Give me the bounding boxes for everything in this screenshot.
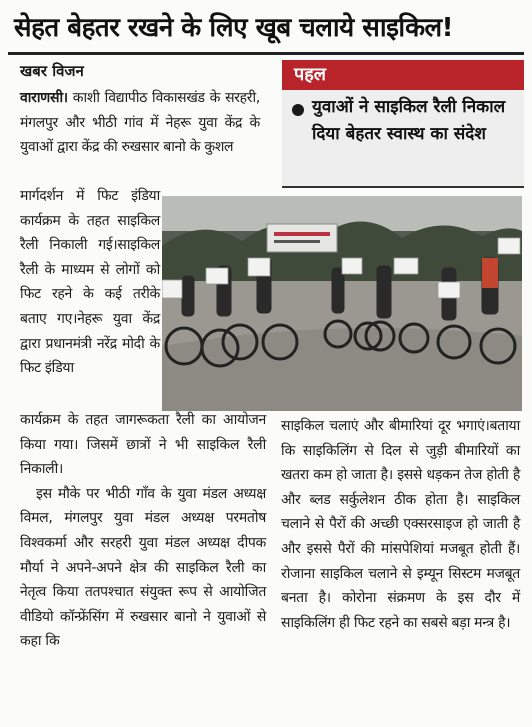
article-paragraph-1-narrow: मार्गदर्शन में फिट इंडिया कार्यक्रम के तहत साइकिल रैली निकाली गई।साइकिल रैली के माध्यम से लोगों को फिट रहने के कई तरीके बताए गए।नेहरू युवा केंद्र द्वारा प्रधानमंत्री नरेंद्र मोदी के फिट इंडिया <box>20 188 160 377</box>
article-paragraph-2: इस मौके पर भीठी गाँव के युवा मंडल अध्यक्ष विमल, मंगलपुर युवा मंडल अध्यक्ष परमतोष विश्वकर्मा और सरहरी युवा मंडल अध्यक्ष दीपक मौर्या ने अपने-अपने क्षेत्र की साइकिल रैली का नेतृत्व किया ततपश्चात संयुक्त रूप से आयोजित वीडियो कॉन्फ्रेंसिंग में रुखसार बानो ने युवाओं से कहा कि <box>20 485 266 650</box>
dateline: वाराणसी। <box>20 90 68 106</box>
headline: सेहत बेहतर रखने के लिए खूब चलाये साइकिल! <box>14 13 454 43</box>
sidebar-tag: पहल <box>282 60 524 90</box>
rally-photo <box>162 196 522 411</box>
bullet-icon <box>292 104 304 116</box>
sidebar-text: युवाओं ने साइकिल रैली निकाल दिया बेहतर स्वास्थ का संदेश <box>312 97 506 144</box>
sidebar-highlight <box>282 60 524 188</box>
article-paragraph-1-top <box>20 86 260 160</box>
byline: खबर विजन <box>20 62 84 80</box>
article-paragraph-3: साइकिल चलाएं और बीमारियां दूर भगाएं।बताया कि साइकिलिंग से दिल से जुड़ी बीमारियों का खतरा कम हो जाता है। इससे धड़कन तेज होती है और ब्लड सर्कुलेशन ठीक होता है। साइकिल चलाने से पैरों की अच्छी एक्सरसाइज हो जाती है और इससे पैरों की मांसपेशियां मजबूत होती हैं। रोजाना साइकिल चलाने से इम्यून सिस्टम मजबूत बनता है। कोरोना संक्रमण के इस दौर में साइकिलिंग ही फिट रहने का सबसे बड़ा मन्त्र है। <box>281 418 520 631</box>
headline-rule <box>8 52 524 55</box>
article-paragraph-1-lower <box>20 408 266 654</box>
article-text-1: काशी विद्यापीठ विकासखंड के सरहरी, मंगलपुर और भीठी गांव में नेहरू युवा केंद्र के युवाओं द्वारा केंद्र की रुखसार बानो के कुशल <box>20 90 261 156</box>
cycle-rally-image <box>162 196 522 411</box>
article-text-1-lower: कार्यक्रम के तहत जागरूकता रैली का आयोजन किया गया। जिसमें छात्रों ने भी साइकिल रैली निकाली। <box>20 412 266 478</box>
